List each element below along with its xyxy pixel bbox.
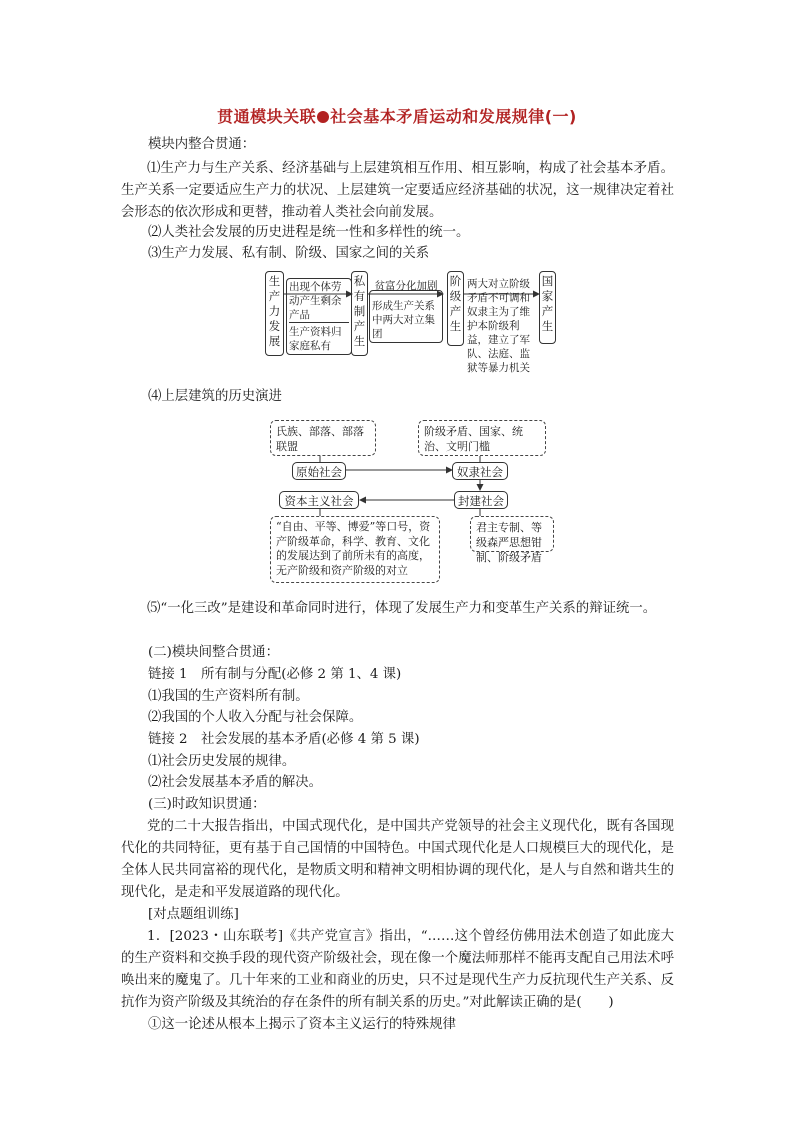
note-slavery: 阶级矛盾、国家、统治、文明门槛: [418, 420, 546, 456]
line-2: ⑵人类社会发展的历史进程是统一性和多样性的统一。: [148, 225, 470, 240]
note-two-groups: 形成生产关系中两大对立集团: [372, 300, 435, 340]
line-4: ⑷上层建筑的历史演进: [148, 389, 282, 404]
option-1: ①这一论述从根本上揭示了资本主义运行的特殊规律: [148, 1017, 456, 1032]
note-surplus-text: 出现个体劳动产生剩余产品: [289, 280, 349, 323]
note-polarization-text: 贫富分化加剧: [374, 280, 438, 292]
question-1: 1．[2023・山东联考]《共产党宣言》指出，“……这个曾经仿佛用法术创造了如此庞大的生产资料和交换手段的现代资产阶级社会，现在像一个魔法师那样不能再支配自己用法术呼唤出来的魔鬼了。几十年来的工业和商业的历史，只不过是现代生产力反抗现代生产关系、反抗作为资产阶级及其统治的存在条件的所有制关系的历史。”对此解读正确的是( ): [121, 929, 674, 1010]
line-13: [对点题组训练]: [148, 907, 239, 922]
line-8: ⑵我国的个人收入分配与社会保障。: [148, 710, 363, 725]
box-private-ownership: 私有制产生: [351, 271, 368, 356]
paragraph-1: ⑴生产力与生产关系、经济基础与上层建筑相互作用、相互影响，构成了社会基本矛盾。生产关系一定要适应生产力的状况、上层建筑一定要适应经济基础的状况，这一规律决定着社会形态的依次形成和更替，推动着人类社会向前发展。: [121, 161, 674, 220]
note-feudal: 君主专制、等级森严思想钳制、阶级矛盾: [470, 516, 554, 552]
stage-capitalism: 资本主义社会: [279, 491, 359, 509]
box-class: 阶级产生: [447, 271, 464, 346]
line-10: ⑴社会历史发展的规律。: [148, 754, 296, 769]
box-productivity: 生产力发展: [265, 271, 284, 356]
line-9: 链接 2 社会发展的基本矛盾(必修 4 第 5 课): [148, 732, 420, 747]
note-private-family: 生产资料归家庭私有: [289, 326, 342, 352]
box-state: 国家产生: [539, 271, 556, 344]
section-heading-1: 模块内整合贯通：: [148, 137, 256, 152]
paragraph-3: 党的二十大报告指出，中国式现代化，是中国共产党领导的社会主义现代化，既有各国现代化的共同特征，更有基于自己国情的中国特色。中国式现代化是人口规模巨大的现代化，是全体人民共同富裕的现代化，是物质文明和精神文明相协调的现代化，是人与自然和谐共生的现代化，是走和平发展道路的现代化。: [121, 819, 674, 900]
line-5: (二)模块间整合贯通：: [148, 645, 279, 660]
paragraph-2: ⑸“一化三改”是建设和革命同时进行，体现了发展生产力和变革生产关系的辩证统一。: [147, 601, 657, 616]
stage-slavery: 奴隶社会: [452, 462, 508, 480]
note-primitive: 氏族、部落、部落联盟: [270, 420, 376, 456]
title-text-2: 社会基本矛盾运动和发展规律(一): [330, 107, 577, 126]
line-3: ⑶生产力发展、私有制、阶级、国家之间的关系: [148, 246, 430, 261]
title-text-1: 贯通模块关联: [217, 107, 317, 126]
line-11: ⑵社会发展基本矛盾的解决。: [148, 775, 323, 790]
line-6: 链接 1 所有制与分配(必修 2 第 1、4 课): [148, 667, 402, 682]
stage-primitive: 原始社会: [292, 462, 346, 480]
line-12: (三)时政知识贯通：: [148, 797, 266, 812]
note-capitalism: “自由、平等、博爱”等口号，资产阶级革命，科学、教育、文化的发展达到了前所未有的高度，无产阶级和资产阶级的对立: [270, 516, 440, 583]
stage-feudal: 封建社会: [454, 491, 508, 509]
note-state-apparatus: 两大对立阶级矛盾不可调和奴隶主为了维护本阶级利益，建立了军队、法庭、监狱等暴力机关: [467, 278, 530, 374]
line-7: ⑴我国的生产资料所有制。: [148, 689, 309, 704]
